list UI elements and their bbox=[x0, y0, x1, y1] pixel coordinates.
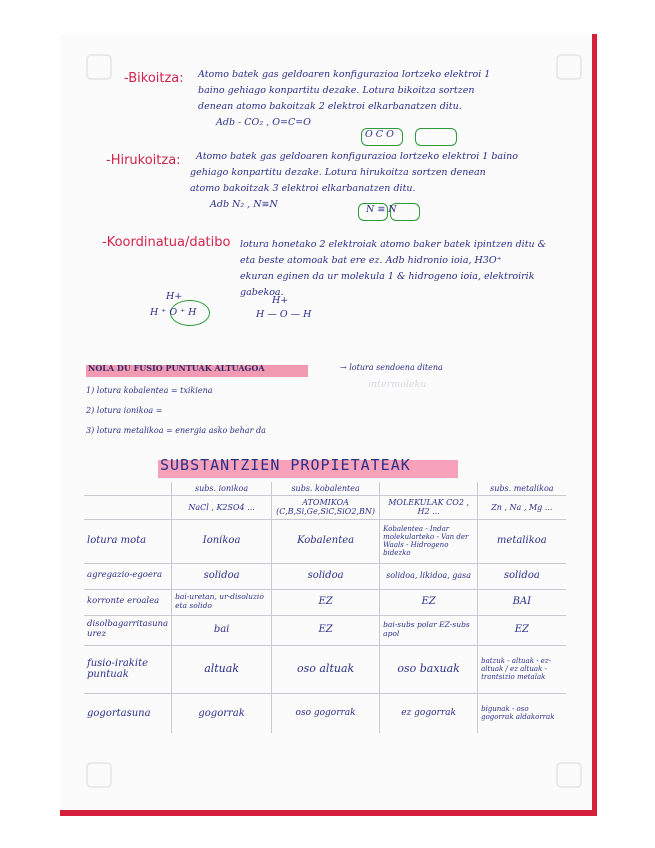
table-cell: EZ bbox=[380, 589, 478, 615]
table-row-label: agregazio-egoera bbox=[84, 563, 172, 589]
table-row bbox=[84, 589, 566, 615]
fusio-arrow-note: → lotura sendoena ditena bbox=[340, 363, 443, 372]
hirukoitza-line-3: atomo bakoitzak 3 elektroi elkarbanatzen ditu. bbox=[190, 183, 416, 194]
table-row bbox=[84, 519, 566, 563]
fusio-faint-note: intermoleku bbox=[368, 379, 427, 390]
table-cell: solidoa, likidoa, gasa bbox=[380, 563, 478, 589]
table-cell: altuak bbox=[172, 645, 272, 693]
fusio-heading: NOLA DU FUSIO PUNTUAK ALTUAGOA bbox=[88, 363, 265, 373]
table-subheader-cell: ATOMIKOA (C,B,Si,Ge,SiC,SiO2,BN) bbox=[272, 496, 380, 519]
table-subheader-row bbox=[84, 496, 566, 519]
table-subheader-cell: NaCl , K2SO4 ... bbox=[172, 496, 272, 519]
co2-lewis-diagram: O C O bbox=[357, 124, 467, 150]
table-header-cell: subs. metalikoa bbox=[478, 482, 566, 496]
hydronium-lewis-top: H+ bbox=[166, 291, 183, 302]
corner-mark-top-left bbox=[86, 54, 112, 80]
fusio-item-3: 3) lotura metalikoa = energia asko behar da bbox=[86, 426, 266, 435]
table-cell: EZ bbox=[272, 589, 380, 615]
fusio-item-2: 2) lotura ionikoa = bbox=[86, 406, 163, 415]
table-cell: oso gogorrak bbox=[272, 693, 380, 733]
table-cell: EZ bbox=[478, 615, 566, 645]
table-cell: oso altuak bbox=[272, 645, 380, 693]
corner-mark-bottom-left bbox=[86, 762, 112, 788]
table-row bbox=[84, 693, 566, 733]
bikoitza-example: Adb - CO₂ , O=C=O bbox=[216, 117, 311, 128]
hirukoitza-example: Adb N₂ , N≡N bbox=[210, 199, 278, 210]
table-row bbox=[84, 615, 566, 645]
corner-mark-top-right bbox=[556, 54, 582, 80]
table-cell: metalikoa bbox=[478, 519, 566, 563]
table-cell: bai bbox=[172, 615, 272, 645]
corner-mark-bottom-right bbox=[556, 762, 582, 788]
bikoitza-line-3: denean atomo bakoitzak 2 elektroi elkarbanatzen ditu. bbox=[198, 101, 462, 112]
bikoitza-line-1: Atomo batek gas geldoaren konfigurazioa lortzeko elektroi 1 bbox=[198, 69, 491, 80]
table-cell: Ionikoa bbox=[172, 519, 272, 563]
table-header-cell bbox=[380, 482, 478, 496]
hydronium-structural-mid: H — O — H bbox=[256, 309, 312, 320]
hirukoitza-line-1: Atomo batek gas geldoaren konfigurazioa lortzeko elektroi 1 baino bbox=[196, 151, 518, 162]
table-cell: solidoa bbox=[478, 563, 566, 589]
table-header-cell: subs. kobalentea bbox=[272, 482, 380, 496]
table-row-label: korronte eroalea bbox=[84, 589, 172, 615]
table-cell: bigunak - oso gogorrak aldakorrak bbox=[478, 693, 566, 733]
table-header-cell bbox=[84, 482, 172, 496]
table-row-label: disolbagarritasuna urez bbox=[84, 615, 172, 645]
table-cell: BAI bbox=[478, 589, 566, 615]
koordinatua-line-3: ekuran eginen da ur molekula 1 & hidrogeno ioia, elektroirik bbox=[240, 271, 535, 282]
koordinatua-heading: -Koordinatua/datibo bbox=[102, 235, 231, 250]
table-header-cell: subs. ionikoa bbox=[172, 482, 272, 496]
bikoitza-line-2: baino gehiago konpartitu dezake. Lotura bikoitza sortzen bbox=[198, 85, 475, 96]
table-title: SUBSTANTZIEN PROPIETATEAK bbox=[160, 456, 411, 474]
koordinatua-line-2: eta beste atomoak bat ere ez. Adb hidronio ioia, H3O⁺ bbox=[240, 255, 502, 266]
table-row-label: lotura mota bbox=[84, 519, 172, 563]
table-cell: solidoa bbox=[172, 563, 272, 589]
table-row-label: fusio-irakite puntuak bbox=[84, 645, 172, 693]
table-header-row bbox=[84, 482, 566, 496]
n2-lewis-diagram: N ≡ N bbox=[352, 200, 432, 224]
table-subheader-cell bbox=[84, 496, 172, 519]
properties-table bbox=[84, 482, 566, 733]
bikoitza-heading: -Bikoitza: bbox=[124, 71, 184, 86]
table-row bbox=[84, 563, 566, 589]
table-cell: Kobalentea - Indar molekularteko - Van der Waals - Hidrogeno bidezko bbox=[380, 519, 478, 563]
hydronium-structural-top: H+ bbox=[272, 295, 289, 306]
koordinatua-line-4: gabekoa. bbox=[240, 287, 284, 298]
table-cell: solidoa bbox=[272, 563, 380, 589]
table-cell: bai-subs polar EZ-subs apol bbox=[380, 615, 478, 645]
koordinatua-line-1: lotura honetako 2 elektroiak atomo baker batek ipintzen ditu & bbox=[240, 239, 547, 250]
table-subheader-cell: Zn , Na , Mg ... bbox=[478, 496, 566, 519]
hirukoitza-heading: -Hirukoitza: bbox=[106, 153, 181, 168]
hirukoitza-line-2: gehiago konpartitu dezake. Lotura hirukoitza sortzen denean bbox=[190, 167, 486, 178]
table-cell: Kobalentea bbox=[272, 519, 380, 563]
fusio-item-1: 1) lotura kobalentea = txikiena bbox=[86, 386, 213, 395]
table-subheader-cell: MOLEKULAK CO2 , H2 ... bbox=[380, 496, 478, 519]
table-cell: ez gogorrak bbox=[380, 693, 478, 733]
table-cell: batzuk - altuak - ez-altuak / ez altuak - trantsizio metalak bbox=[478, 645, 566, 693]
table-cell: gogorrak bbox=[172, 693, 272, 733]
table-cell: bai-uretan, ur-disoluzio eta solido bbox=[172, 589, 272, 615]
table-row bbox=[84, 645, 566, 693]
table-row-label: gogortasuna bbox=[84, 693, 172, 733]
table-cell: oso baxuak bbox=[380, 645, 478, 693]
hydronium-lewis-mid: H ⁺ O ⁺ H bbox=[150, 307, 197, 318]
table-cell: EZ bbox=[272, 615, 380, 645]
